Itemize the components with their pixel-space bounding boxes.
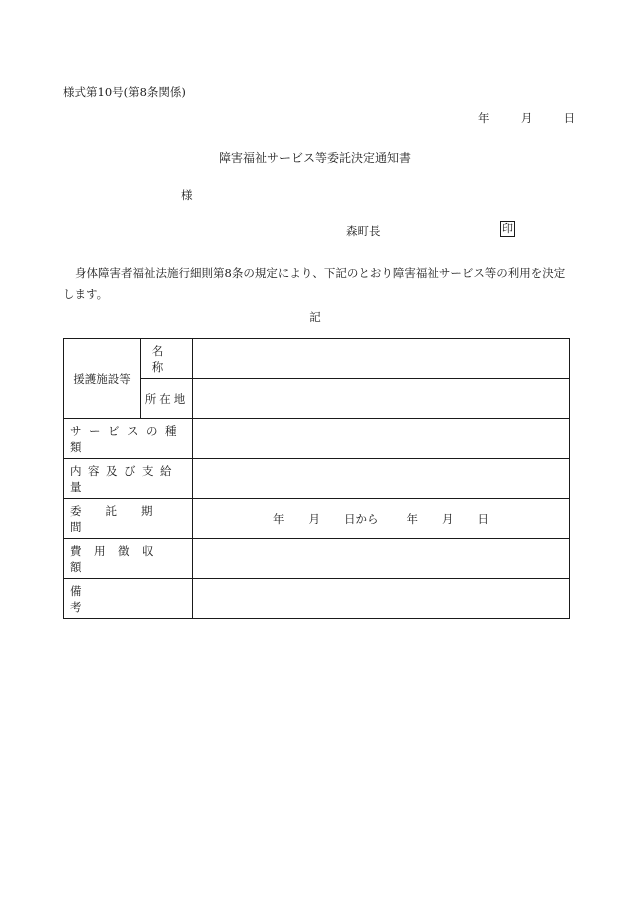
content-label xyxy=(64,459,193,499)
addressee-suffix: 様 xyxy=(181,188,193,202)
address-label-text: 所在地 xyxy=(144,391,189,406)
table-row xyxy=(64,539,570,579)
facility-group-label: 援護施設等 xyxy=(64,339,141,419)
body-text: 身体障害者福祉法施行細則第8条の規定により、下記のとおり障害福祉サービス等の利用を決定します。 xyxy=(63,266,566,301)
remarks-label-text: 備考 xyxy=(70,583,168,614)
content-label-text: 内容及び支給量 xyxy=(70,463,178,494)
content-value[interactable] xyxy=(193,459,570,499)
table-row xyxy=(64,499,570,539)
address-value[interactable] xyxy=(193,379,570,419)
period-value[interactable] xyxy=(193,499,570,539)
period-from-year: 年 xyxy=(273,511,285,526)
ki-heading: 記 xyxy=(309,310,321,324)
form-number: 様式第10号(第8条関係) xyxy=(63,85,186,99)
name-label-text xyxy=(141,343,192,375)
name-value[interactable] xyxy=(193,339,570,379)
details-table xyxy=(63,338,570,619)
period-range xyxy=(193,511,569,527)
date-year: 年 xyxy=(478,111,490,125)
date-month: 月 xyxy=(520,111,533,125)
service-type-label-text: サービスの種類 xyxy=(70,423,184,454)
fee-label xyxy=(64,539,193,579)
table-row xyxy=(64,339,570,379)
period-from-day: 日から xyxy=(344,511,379,526)
table-row xyxy=(64,459,570,499)
table-row xyxy=(64,579,570,619)
document-title: 障害福祉サービス等委託決定通知書 xyxy=(218,151,411,165)
issuer: 森町長 xyxy=(346,224,381,238)
service-type-value[interactable] xyxy=(193,419,570,459)
table-row xyxy=(64,419,570,459)
period-to-year: 年 xyxy=(406,511,418,526)
service-type-label xyxy=(64,419,193,459)
fee-label-text: 費用徴収額 xyxy=(70,543,166,574)
seal-mark: 印 xyxy=(502,222,513,235)
period-to-day: 日 xyxy=(477,511,489,526)
period-label-text: 委託期間 xyxy=(70,503,177,534)
remarks-value[interactable] xyxy=(193,579,570,619)
name-label xyxy=(141,339,193,379)
address-label xyxy=(141,379,193,419)
period-to-month: 月 xyxy=(442,511,454,526)
fee-value[interactable] xyxy=(193,539,570,579)
period-label xyxy=(64,499,193,539)
date-line xyxy=(478,110,575,126)
date-day: 日 xyxy=(563,111,576,125)
remarks-label xyxy=(64,579,193,619)
name-label-char: 名 称 xyxy=(151,343,182,374)
period-from-month: 月 xyxy=(308,511,320,526)
